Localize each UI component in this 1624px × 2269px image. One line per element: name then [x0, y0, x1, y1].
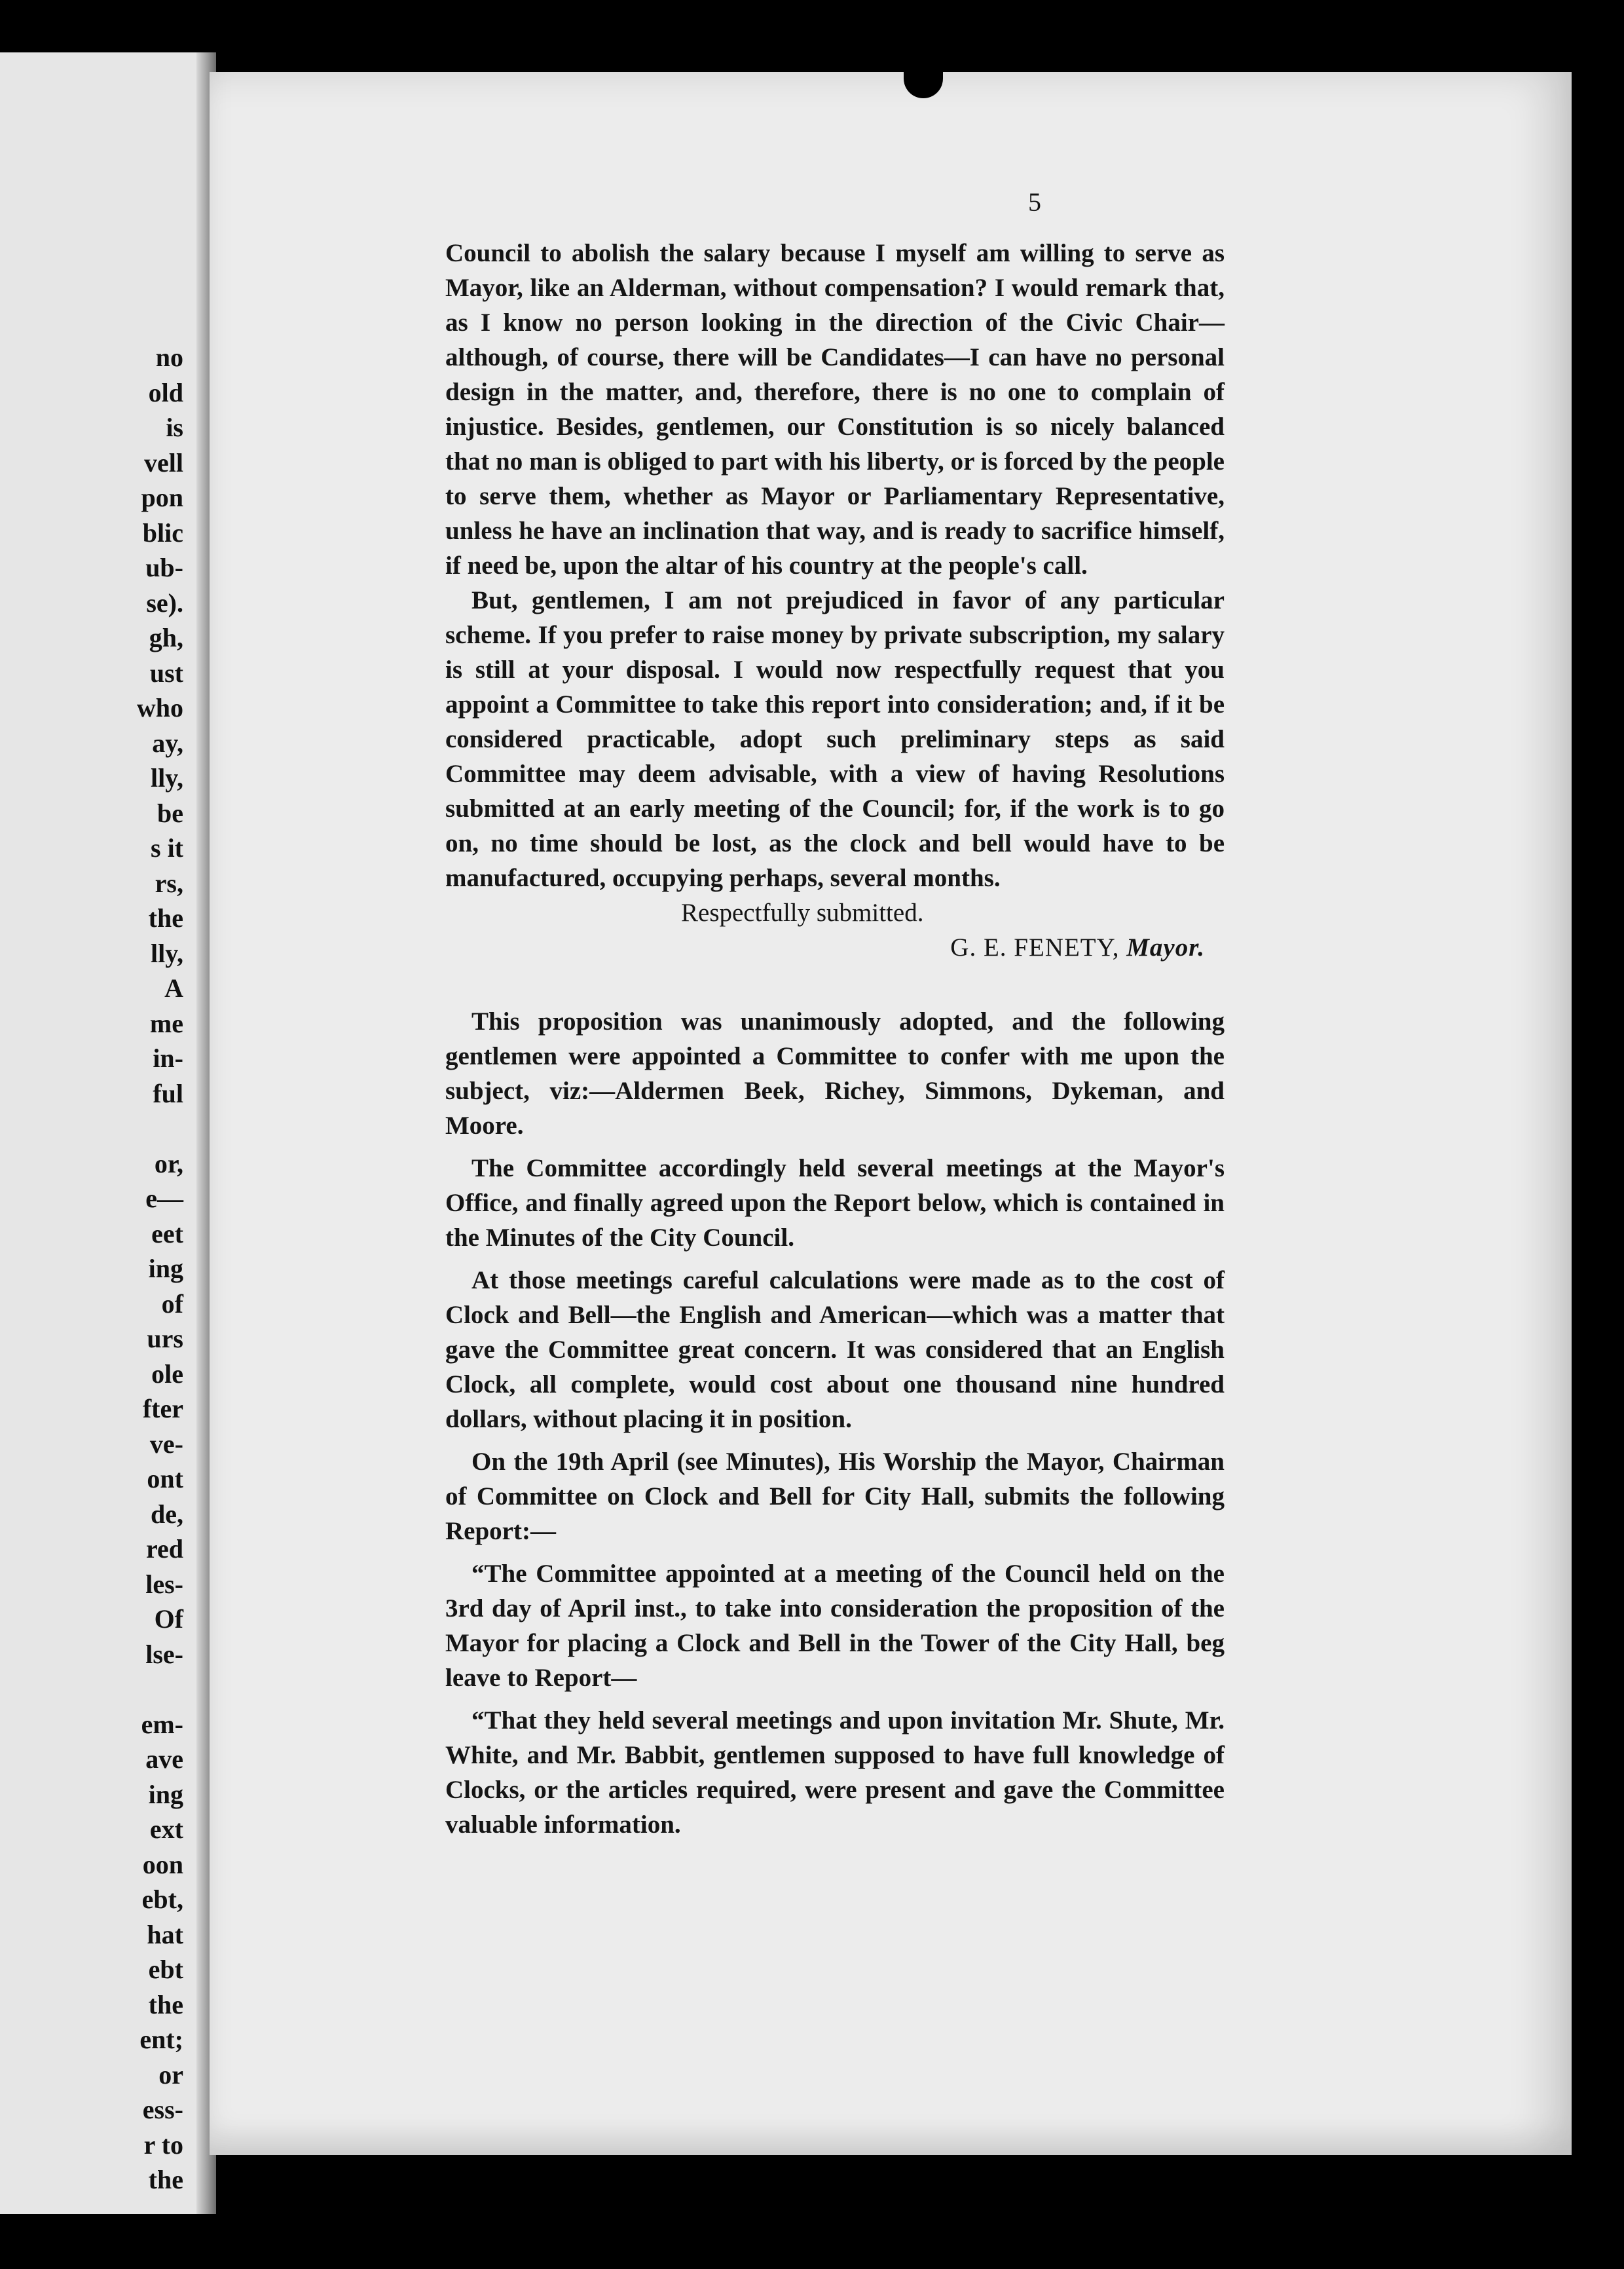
previous-page-line: s it: [151, 833, 183, 863]
paragraph: On the 19th April (see Minutes), His Worship the Mayor, Chairman of Committee on Clock and Bell for City Hall, submits the following Report:—: [445, 1448, 1225, 1545]
previous-page-line: ing: [148, 1779, 183, 1809]
signature-title: Mayor.: [1126, 933, 1205, 962]
previous-page-line: e—: [145, 1184, 183, 1213]
previous-page-line: em-: [141, 1709, 183, 1739]
signature-name: G. E. FENETY,: [950, 933, 1120, 962]
previous-page-line: old: [148, 377, 183, 407]
previous-page-line: ing: [148, 1254, 183, 1283]
previous-page-line: blic: [142, 517, 183, 548]
previous-page-line: ebt: [148, 1955, 183, 1984]
previous-page-line: lly,: [150, 938, 183, 968]
previous-page-line: ave: [145, 1744, 183, 1774]
previous-page-line: hat: [147, 1919, 183, 1949]
paragraph: Council to abolish the salary because I myself am willing to serve as Mayor, like an Alderman, without compensation? I would remark that, as I know no person looking in the direction of the Civic Chair—although, of course, there will be Candidates—I can have no personal design in the matter, and, therefore, there is no one to complain of injustice. Besides, gentlemen, our Constitution is so nicely balanced that no man is obliged to part with his liberty, or is forced by the people to serve them, whether as Mayor or Parliamentary Representative, unless he have an inclination that way, and is ready to sacrifice himself, if need be, upon the altar of his country at the people's call.: [445, 239, 1225, 580]
previous-page-line: be: [157, 798, 183, 828]
previous-page-line: ay,: [152, 728, 183, 758]
previous-page-line: ebt,: [141, 1885, 183, 1914]
previous-page-line: ust: [149, 658, 183, 688]
previous-page-line: the: [148, 1989, 183, 2019]
previous-page-line: ext: [149, 1814, 183, 1844]
previous-page-line: me: [149, 1008, 183, 1038]
report-quote: “The Committee appointed at a meeting of the Council held on the 3rd day of April inst., to take into consideration the proposition of the Mayor for placing a Clock and Bell in the Tower of the City Hall, beg leave to Report—: [445, 1560, 1225, 1692]
previous-page-line: ent;: [139, 2025, 183, 2054]
previous-page-line: the: [148, 2165, 183, 2194]
previous-page-line: pon: [141, 483, 183, 512]
previous-page-line: ful: [153, 1078, 183, 1108]
page-tear: [904, 59, 943, 98]
previous-page-line: Of: [154, 1604, 183, 1634]
previous-page-line: red: [145, 1534, 183, 1564]
page-number: 5: [1028, 187, 1041, 217]
previous-page-line: of: [161, 1288, 183, 1319]
previous-page-line: the: [148, 903, 183, 933]
signature: [445, 930, 1225, 965]
previous-page-line: is: [166, 413, 183, 442]
previous-page-line: vell: [144, 447, 183, 478]
previous-page-line: oon: [142, 1849, 183, 1879]
previous-page-line: ont: [147, 1464, 183, 1493]
paragraph: The Committee accordingly held several meetings at the Mayor's Office, and finally agreed upon the Report below, which is contained in the Minutes of the City Council.: [445, 1154, 1225, 1252]
document-page: [210, 72, 1572, 2155]
previous-page-line: ub-: [145, 553, 183, 582]
previous-page-line: or,: [154, 1148, 183, 1178]
previous-page-line: or: [158, 2059, 183, 2090]
previous-page-line: rs,: [155, 868, 183, 898]
previous-page-line: r to: [143, 2129, 183, 2160]
previous-page-line: gh,: [149, 623, 183, 652]
previous-page-line: ve-: [149, 1429, 183, 1459]
previous-page-line: fter: [142, 1394, 183, 1423]
previous-page-line: no: [155, 343, 183, 372]
paragraph: But, gentlemen, I am not prejudiced in favor of any particular scheme. If you prefer to raise money by private subscription, my salary is still at your disposal. I would now respectfully request that you appoint a Committee to take this report into consideration; and, if it be considered practicable, adopt such preliminary steps as said Committee may deem advisable, with a view of having Resolutions submitted at an early meeting of the Council; for, if the work is to go on, no time should be lost, as the clock and bell would have to be manufactured, occupying perhaps, several months.: [445, 586, 1225, 892]
previous-page-line: les-: [145, 1569, 183, 1599]
previous-page-line: eet: [151, 1218, 183, 1248]
page-content: [445, 236, 1225, 1842]
previous-page-line: de,: [151, 1499, 183, 1529]
previous-page-line: lly,: [150, 763, 183, 793]
previous-page-line: urs: [147, 1324, 183, 1353]
paragraph: At those meetings careful calculations were made as to the cost of Clock and Bell—the English and American—which was a matter that gave the Committee great concern. It was considered that an English Clock, all complete, would cost about one thousand nine hundred dollars, without placing it in position.: [445, 1266, 1225, 1433]
report-quote: “That they held several meetings and upon invitation Mr. Shute, Mr. White, and Mr. Babbit, gentlemen supposed to have full knowledge of Clocks, or the articles required, were present and gave the Committee valuable information.: [445, 1706, 1225, 1839]
previous-page-line: A: [164, 973, 183, 1003]
previous-page-line: who: [136, 693, 183, 722]
previous-page-line: ole: [151, 1359, 183, 1389]
previous-page-line: ess-: [142, 2095, 183, 2124]
paragraph: This proposition was unanimously adopted, and the following gentlemen were appointed a Committee to confer with me upon the subject, viz:—Aldermen Beek, Richey, Simmons, Dykeman, and Moore.: [445, 1007, 1225, 1140]
previous-page: [0, 52, 216, 2214]
previous-page-text: [0, 52, 196, 2214]
previous-page-line: in-: [153, 1043, 183, 1073]
previous-page-line: se).: [146, 588, 183, 618]
previous-page-line: lse-: [145, 1639, 183, 1669]
closing-line: Respectfully submitted.: [681, 899, 924, 927]
